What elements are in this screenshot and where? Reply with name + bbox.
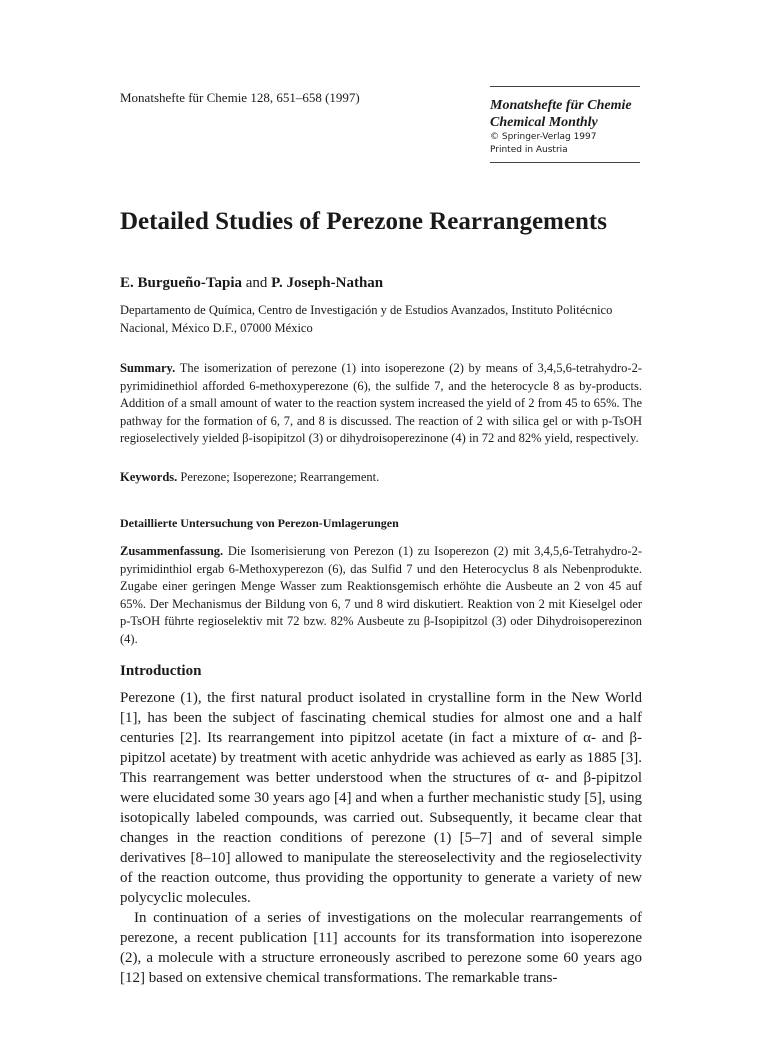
summary-label: Summary.: [120, 361, 176, 375]
printed-line: Printed in Austria: [490, 145, 568, 155]
keywords: [120, 470, 642, 485]
introduction-body: [120, 688, 642, 988]
author-conjunction: and: [242, 275, 272, 291]
intro-paragraph-2: In continuation of a series of investigations on the molecular rearrangements of perezone, a recent publication [11] accounts for its transformation into isoperezone (2), a molecule with a structure erroneously ascribed to perezone some 60 years ago [12] based on extensive chemical transformations. The remarkable trans-: [120, 910, 642, 986]
journal-name-german: Monatshefte für Chemie: [490, 98, 632, 113]
zusammenfassung-label: Zusammenfassung.: [120, 544, 224, 558]
journal-masthead: [490, 86, 640, 163]
summary-abstract: [120, 360, 642, 448]
masthead-rule-bottom: [490, 162, 640, 163]
author-line: [120, 275, 383, 292]
affiliation: Departamento de Química, Centro de Investigación y de Estudios Avanzados, Instituto Politécnico Nacional, México D.F., 07000 México: [120, 303, 613, 335]
german-abstract: [120, 543, 642, 648]
journal-citation: Monatshefte für Chemie 128, 651–658 (1997): [120, 90, 360, 105]
paper-title: Detailed Studies of Perezone Rearrangements: [120, 208, 607, 235]
introduction-heading: Introduction: [120, 663, 202, 679]
keywords-text: Perezone; Isoperezone; Rearrangement.: [177, 470, 380, 484]
zusammenfassung-text: Die Isomerisierung von Perezon (1) zu Isoperezon (2) mit 3,4,5,6-Tetrahydro-2-pyrimidinthiol ergab 6-Methoxyperezon (6), das Sulfid 7 und den Heterocyclus 8 als Nebenprodukte. Zugabe einer geringen Menge Wasser zum Reaktionsgemisch erhöhte die Ausbeute an 2 von 45 auf 65%. Der Mechanismus der Bildung von 6, 7 und 8 wird diskutiert. Reaktion von 2 mit Kieselgel oder p-TsOH führte regioselektiv mit 72 bzw. 82% Ausbeute zu β-Isopipitzol (3) oder Dihydroisoperezinon (4).: [120, 544, 642, 646]
masthead-rule-top: [490, 86, 640, 87]
german-title: Detaillierte Untersuchung von Perezon-Umlagerungen: [120, 516, 399, 530]
copyright-line: © Springer-Verlag 1997: [490, 132, 597, 142]
intro-paragraph-1: Perezone (1), the first natural product isolated in crystalline form in the New World [1], has been the subject of fascinating chemical studies for almost one and a half centuries [2]. Its rearrangement into pipitzol acetate (in fact a mixture of α- and β-pipitzol acetate) by treatment with acetic anhydride was achieved as early as 1885 [3]. This rearrangement was better understood when the structures of α- and β-pipitzol were elucidated some 30 years ago [4] and when a further mechanistic study [5], using isotopically labeled compounds, was carried out. Subsequently, it became clear that changes in the reaction conditions of perezone (1) [5–7] and of several simple derivatives [8–10] allowed to manipulate the stereoselectivity and the regioselectivity of the reaction outcome, thus providing the opportunity to generate a variety of new polycyclic molecules.: [120, 690, 642, 906]
keywords-label: Keywords.: [120, 470, 178, 484]
author-2: P. Joseph-Nathan: [271, 275, 384, 291]
author-1: E. Burgueño-Tapia: [120, 275, 242, 291]
summary-text: The isomerization of perezone (1) into isoperezone (2) by means of 3,4,5,6-tetrahydro-2-pyrimidinethiol afforded 6-methoxyperezone (6), the sulfide 7, and the heterocycle 8 as by-products. Addition of a small amount of water to the reaction system increased the yield of 2 from 45 to 65%. The pathway for the formation of 6, 7, and 8 is discussed. The reaction of 2 with silica gel or with p-TsOH regioselectively yielded β-isopipitzol (3) or dihydroisoperezinone (4) in 72 and 82% yield, respectively.: [120, 361, 642, 445]
journal-name-english: Chemical Monthly: [490, 115, 598, 130]
